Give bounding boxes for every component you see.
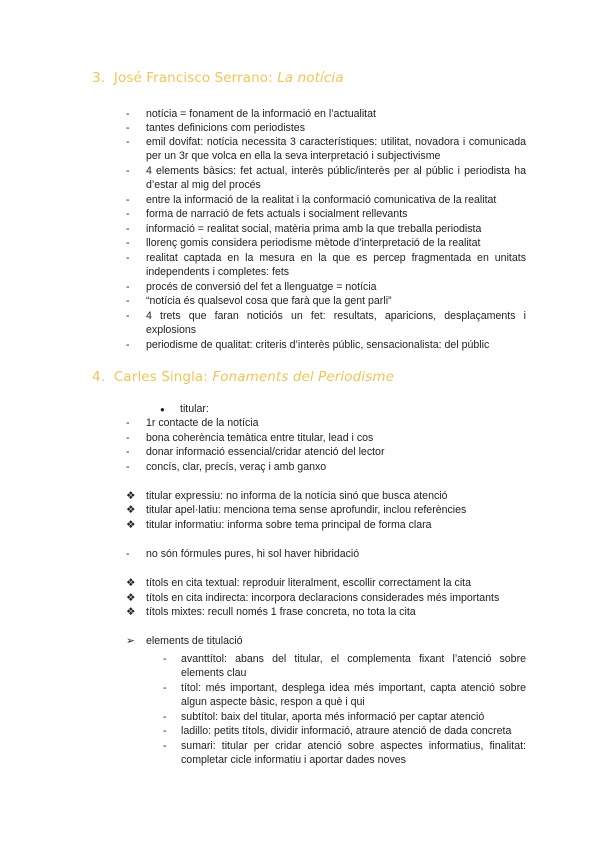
list-item: - informació = realitat social, matèria prima amb la que treballa periodista [126,223,482,235]
titular-bullet: ● titular: [160,403,209,415]
list-item: ❖ títols en cita indirecta: incorpora declaracions considerades més importants [126,592,500,604]
section-4-heading [92,369,394,385]
list-item: - donar informació essencial/cridar atenció del lector [126,446,385,458]
list-item: - notícia = fonament de la informació en l’actualitat [126,108,376,120]
list-item: ❖ títols mixtes: recull només 1 frase concreta, no tota la cita [126,606,416,618]
list-item: - 1r contacte de la notícia [126,417,259,429]
list-item: - tantes definicions com periodistes [126,122,305,134]
list-item: - realitat captada en la mesura en la que es percep fragmentada en unitats independents i completes: fets [126,252,526,279]
list-item: - 4 elements bàsics: fet actual, interès públic/interès per al públic i periodista ha d’estar al mig del procés [126,165,526,192]
list-item: - forma de narració de fets actuals i socialment rellevants [126,208,408,220]
list-item: - procés de conversió del fet a llenguatge = notícia [126,281,377,293]
list-item: - periodisme de qualitat: criteris d’interès públic, sensacionalista: del públic [126,339,490,351]
section-4-number: 4. [92,369,106,385]
list-item: - “notícia és qualsevol cosa que farà que la gent parli” [126,295,392,307]
section-3-heading [92,70,344,86]
section-3-author: José Francisco Serrano: [113,70,273,86]
section-3-work: La notícia [277,70,344,86]
section-4-author: Carles Singla: [113,369,208,385]
section-4-work: Fonaments del Periodisme [212,369,394,385]
list-item: - bona coherència temàtica entre titular, lead i cos [126,432,374,444]
elements-heading: ➢ elements de titulació [126,635,243,647]
list-item: ❖ titular expressiu: no informa de la notícia sinó que busca atenció [126,490,448,502]
section-3-number: 3. [92,70,106,86]
list-item: - entre la informació de la realitat i la conformació comunicativa de la realitat [126,194,497,206]
list-item: ❖ titular apel·latiu: menciona tema sense aprofundir, inclou referències [126,504,467,516]
list-item: - sumari: titular per cridar atenció sobre aspectes informatius, finalitat: completar cicle informatiu i aportar dades noves [163,740,526,767]
list-item: - avanttítol: abans del titular, el complementa fixant l’atenció sobre elements clau [163,653,526,680]
list-item: ❖ títols en cita textual: reproduir literalment, escollir correctament la cita [126,577,472,589]
list-item: - ladillo: petits títols, dividir informació, atraure atenció de dada concreta [163,725,512,737]
list-item: - subtítol: baix del titular, aporta més informació per captar atenció [163,711,485,723]
list-item: - 4 trets que faran noticiós un fet: resultats, aparicions, desplaçaments i explosions [126,310,526,337]
list-item: - emil dovifat: notícia necessita 3 característiques: utilitat, novadora i comunicada per un 3r que volca en ella la seva interpretació i subjectivisme [126,136,526,163]
hybrid-note: - no són fórmules pures, hi sol haver hibridació [126,548,360,560]
list-item: - llorenç gomis considera periodisme mètode d’interpretació de la realitat [126,237,481,249]
list-item: - títol: més important, desplega idea més important, capta atenció sobre algun aspecte bàsic, respon a què i qui [163,682,526,709]
list-item: ❖ titular informatiu: informa sobre tema principal de forma clara [126,519,432,531]
list-item: - concís, clar, precís, veraç i amb ganxo [126,461,327,473]
